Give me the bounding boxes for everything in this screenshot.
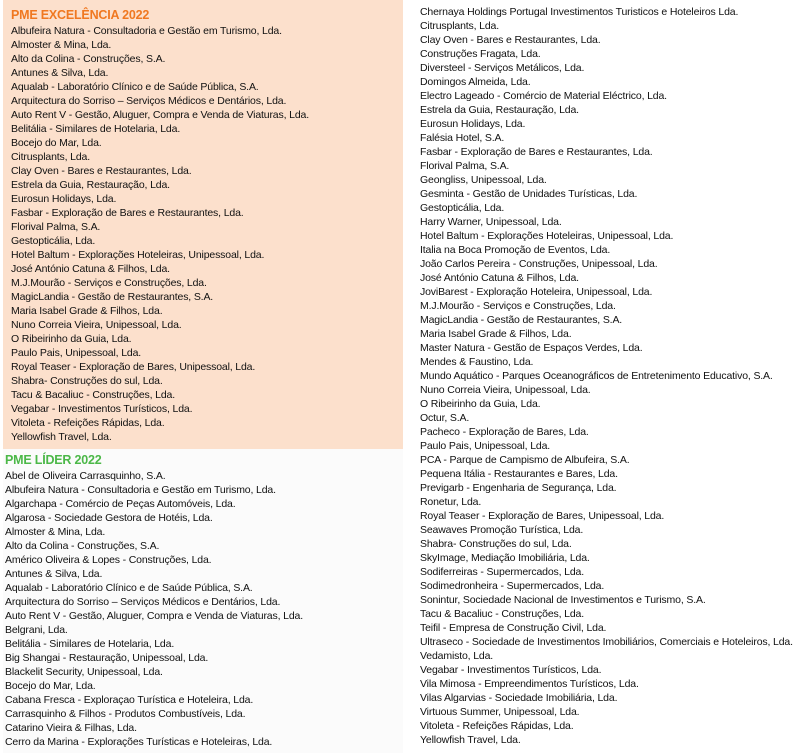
list-item: SkyImage, Mediação Imobiliária, Lda. — [420, 552, 590, 564]
list-item: M.J.Mourão - Serviços e Construções, Lda. — [420, 300, 616, 312]
list-item: Master Natura - Gestão de Espaços Verdes, Lda. — [420, 342, 643, 354]
list-item: Nuno Correia Vieira, Unipessoal, Lda. — [11, 319, 182, 331]
list-item: Arquitectura do Sorriso – Serviços Médicos e Dentários, Lda. — [11, 95, 287, 107]
list-item: Belitália - Similares de Hotelaria, Lda. — [11, 123, 181, 135]
list-item: Royal Teaser - Exploração de Bares, Unipessoal, Lda. — [11, 361, 256, 373]
list-item: Hotel Baltum - Explorações Hoteleiras, Unipessoal, Lda. — [11, 249, 265, 261]
list-item: O Ribeirinho da Guia, Lda. — [11, 333, 132, 345]
list-item: Alto da Colina - Construções, S.A. — [5, 540, 160, 552]
list-item: Nuno Correia Vieira, Unipessoal, Lda. — [420, 384, 591, 396]
list-item: Sonintur, Sociedade Nacional de Investimentos e Turismo, S.A. — [420, 594, 706, 606]
list-item: Algarchapa - Comércio de Peças Automóveis, Lda. — [5, 498, 236, 510]
list-item: Geongliss, Unipessoal, Lda. — [420, 174, 547, 186]
list-item: Domingos Almeida, Lda. — [420, 76, 531, 88]
list-item: Italia na Boca Promoção de Eventos, Lda. — [420, 244, 611, 256]
list-item: Vitoleta - Refeições Rápidas, Lda. — [420, 720, 574, 732]
list-item: Fasbar - Exploração de Bares e Restaurantes, Lda. — [420, 146, 653, 158]
list-item: Big Shangai - Restauração, Unipessoal, Lda. — [5, 652, 209, 664]
list-item: Sodiferreiras - Supermercados, Lda. — [420, 566, 584, 578]
list-item: O Ribeirinho da Guia, Lda. — [420, 398, 541, 410]
list-item: Paulo Pais, Unipessoal, Lda. — [420, 440, 551, 452]
list-item: MagicLandia - Gestão de Restaurantes, S.A. — [420, 314, 623, 326]
list-item: Maria Isabel Grade & Filhos, Lda. — [11, 305, 163, 317]
list-item: Abel de Oliveira Carrasquinho, S.A. — [5, 470, 166, 482]
list-item: Vilas Algarvias - Sociedade Imobiliária, Lda. — [420, 692, 618, 704]
list-item: Algarosa - Sociedade Gestora de Hotéis, Lda. — [5, 512, 213, 524]
list-item: Mundo Aquático - Parques Oceanográficos de Entretenimento Educativo, S.A. — [420, 370, 773, 382]
list-item: Pequena Itália - Restaurantes e Bares, Lda. — [420, 468, 618, 480]
list-item: Ultraseco - Sociedade de Investimentos Imobiliários, Comerciais e Hoteleiros, Lda. — [420, 636, 793, 648]
list-item: Harry Warner, Unipessoal, Lda. — [420, 216, 562, 228]
list-item: Vegabar - Investimentos Turísticos, Lda. — [11, 403, 193, 415]
list-item: Cerro da Marina - Explorações Turísticas e Hoteleiras, Lda. — [5, 736, 273, 748]
list-item: Gestopticália, Lda. — [420, 202, 505, 214]
list-item: Cabana Fresca - Exploraçao Turística e Hoteleira, Lda. — [5, 694, 254, 706]
list-item: Eurosun Holidays, Lda. — [420, 118, 526, 130]
list-item: Fasbar - Exploração de Bares e Restaurantes, Lda. — [11, 207, 244, 219]
list-item: Estrela da Guia, Restauração, Lda. — [420, 104, 579, 116]
list-item: Américo Oliveira & Lopes - Construções, Lda. — [5, 554, 212, 566]
lider-heading: PME LÍDER 2022 — [5, 453, 102, 467]
list-item: Eurosun Holidays, Lda. — [11, 193, 117, 205]
list-item: Auto Rent V - Gestão, Aluguer, Compra e Venda de Viaturas, Lda. — [11, 109, 309, 121]
list-item: Hotel Baltum - Explorações Hoteleiras, Unipessoal, Lda. — [420, 230, 674, 242]
list-item: Chernaya Holdings Portugal Investimentos Turisticos e Hoteleiros Lda. — [420, 6, 739, 18]
list-item: Paulo Pais, Unipessoal, Lda. — [11, 347, 142, 359]
list-item: Vila Mimosa - Empreendimentos Turísticos, Lda. — [420, 678, 639, 690]
list-item: Vedamisto, Lda. — [420, 650, 494, 662]
list-item: Estrela da Guia, Restauração, Lda. — [11, 179, 170, 191]
list-item: Clay Oven - Bares e Restaurantes, Lda. — [11, 165, 192, 177]
lider-list — [5, 469, 303, 749]
list-item: Clay Oven - Bares e Restaurantes, Lda. — [420, 34, 601, 46]
list-item: M.J.Mourão - Serviços e Construções, Lda. — [11, 277, 207, 289]
list-item: Construções Fragata, Lda. — [420, 48, 541, 60]
list-item: PCA - Parque de Campismo de Albufeira, S.A. — [420, 454, 630, 466]
list-item: Shabra- Construções do sul, Lda. — [420, 538, 572, 550]
list-item: Florival Palma, S.A. — [420, 160, 510, 172]
list-item: Yellowfish Travel, Lda. — [420, 734, 521, 746]
list-item: Arquitectura do Sorriso – Serviços Médicos e Dentários, Lda. — [5, 596, 281, 608]
list-item: Bocejo do Mar, Lda. — [5, 680, 96, 692]
excelencia-heading: PME EXCELÊNCIA 2022 — [11, 8, 150, 22]
list-item: MagicLandia - Gestão de Restaurantes, S.A. — [11, 291, 214, 303]
list-item: Almoster & Mina, Lda. — [11, 39, 112, 51]
list-item: JoviBarest - Exploração Hoteleira, Unipessoal, Lda. — [420, 286, 653, 298]
list-item: Gestopticália, Lda. — [11, 235, 96, 247]
list-item: Citrusplants, Lda. — [420, 20, 500, 32]
list-item: Maria Isabel Grade & Filhos, Lda. — [420, 328, 572, 340]
list-item: Mendes & Faustino, Lda. — [420, 356, 534, 368]
list-item: Vitoleta - Refeições Rápidas, Lda. — [11, 417, 165, 429]
list-item: Previgarb - Engenharia de Segurança, Lda. — [420, 482, 617, 494]
list-item: Almoster & Mina, Lda. — [5, 526, 106, 538]
list-item: José António Catuna & Filhos, Lda. — [11, 263, 170, 275]
list-item: Falésia Hotel, S.A. — [420, 132, 505, 144]
list-item: Virtuous Summer, Unipessoal, Lda. — [420, 706, 580, 718]
list-item: Diversteel - Serviços Metálicos, Lda. — [420, 62, 585, 74]
list-item: Shabra- Construções do sul, Lda. — [11, 375, 163, 387]
list-item: Bocejo do Mar, Lda. — [11, 137, 102, 149]
list-item: Ronetur, Lda. — [420, 496, 482, 508]
list-item: João Carlos Pereira - Construções, Unipessoal, Lda. — [420, 258, 658, 270]
lider-list-continued — [420, 5, 793, 747]
list-item: Vegabar - Investimentos Turísticos, Lda. — [420, 664, 602, 676]
list-item: José António Catuna & Filhos, Lda. — [420, 272, 579, 284]
list-item: Tacu & Bacaliuc - Construções, Lda. — [11, 389, 176, 401]
list-item: Citrusplants, Lda. — [11, 151, 91, 163]
list-item: Tacu & Bacaliuc - Construções, Lda. — [420, 608, 585, 620]
list-item: Alto da Colina - Construções, S.A. — [11, 53, 166, 65]
list-item: Blackelit Security, Unipessoal, Lda. — [5, 666, 163, 678]
list-item: Albufeira Natura - Consultadoria e Gestão em Turismo, Lda. — [5, 484, 276, 496]
list-item: Florival Palma, S.A. — [11, 221, 101, 233]
list-item: Auto Rent V - Gestão, Aluguer, Compra e Venda de Viaturas, Lda. — [5, 610, 303, 622]
list-item: Aqualab - Laboratório Clínico e de Saúde Pública, S.A. — [5, 582, 253, 594]
list-item: Belitália - Similares de Hotelaria, Lda. — [5, 638, 175, 650]
list-item: Electro Lageado - Comércio de Material Eléctrico, Lda. — [420, 90, 667, 102]
list-item: Albufeira Natura - Consultadoria e Gestão em Turismo, Lda. — [11, 25, 282, 37]
list-item: Octur, S.A. — [420, 412, 470, 424]
list-item: Pacheco - Exploração de Bares, Lda. — [420, 426, 589, 438]
list-item: Royal Teaser - Exploração de Bares, Unipessoal, Lda. — [420, 510, 665, 522]
list-item: Belgrani, Lda. — [5, 624, 68, 636]
list-item: Catarino Vieira & Filhas, Lda. — [5, 722, 137, 734]
list-item: Carrasquinho & Filhos - Produtos Combustíveis, Lda. — [5, 708, 246, 720]
list-item: Seawaves Promoção Turística, Lda. — [420, 524, 584, 536]
list-item: Sodimedronheira - Supermercados, Lda. — [420, 580, 605, 592]
list-item: Antunes & Silva, Lda. — [5, 568, 103, 580]
list-item: Yellowfish Travel, Lda. — [11, 431, 112, 443]
list-item: Aqualab - Laboratório Clínico e de Saúde Pública, S.A. — [11, 81, 259, 93]
excelencia-list — [11, 24, 309, 444]
list-item: Teifil - Empresa de Construção Civil, Lda. — [420, 622, 607, 634]
list-item: Gesminta - Gestão de Unidades Turísticas, Lda. — [420, 188, 638, 200]
list-item: Antunes & Silva, Lda. — [11, 67, 109, 79]
